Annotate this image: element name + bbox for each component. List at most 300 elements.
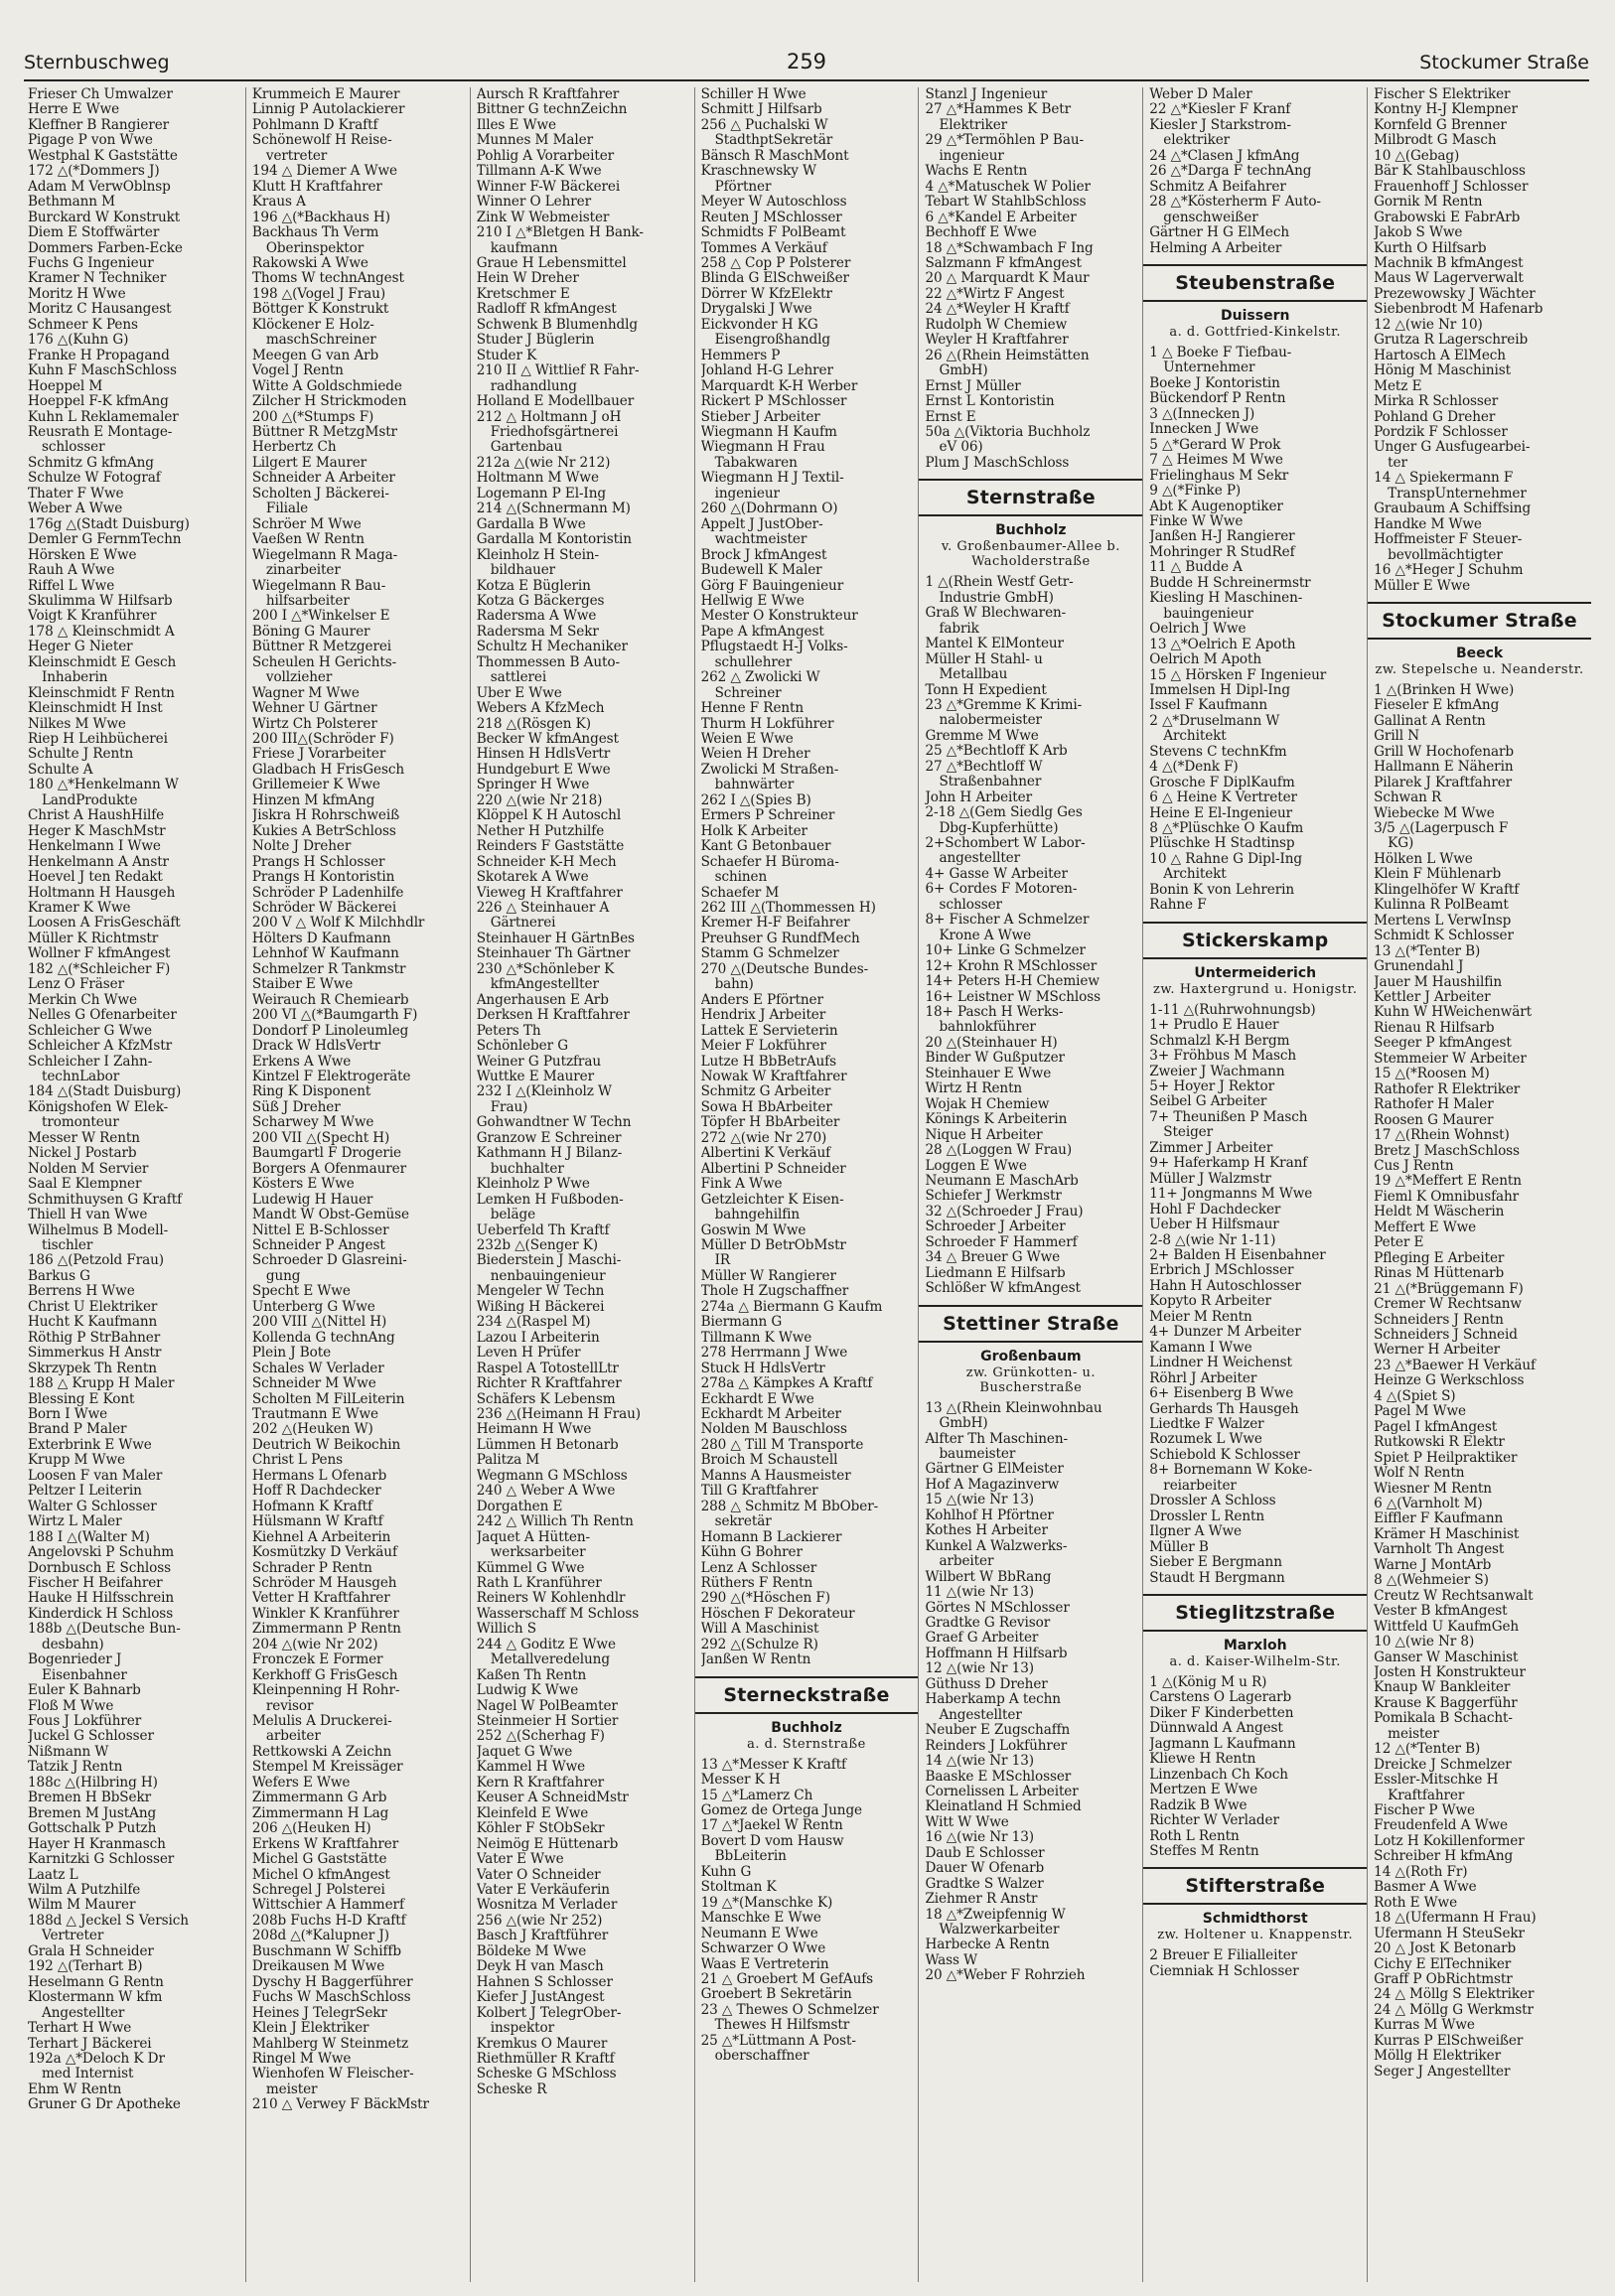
resident-entry: Kosmützky D Verkäuf xyxy=(251,1545,397,1561)
resident-entry: Pagel M Wwe xyxy=(1374,1404,1467,1420)
resident-entry: Metallbau xyxy=(939,667,1008,683)
resident-entry: Wollner F kfmAngest xyxy=(28,946,171,962)
resident-entry: desbahn) xyxy=(42,1637,104,1652)
resident-entry: Thewes H Hilfsmstr xyxy=(714,2018,850,2034)
resident-entry: Lenz A Schlosser xyxy=(700,1560,817,1576)
resident-entry: Milbrodt G Masch xyxy=(1374,133,1497,149)
resident-entry: Fischer P Wwe xyxy=(1374,1803,1475,1819)
resident-entry: Frielinghaus M Sekr xyxy=(1149,468,1289,484)
resident-entry: Hofmann K Kraftf xyxy=(251,1499,372,1514)
resident-entry: Mahlberg W Steinmetz xyxy=(251,2036,409,2052)
resident-entry: 4 △(*Denk F) xyxy=(1149,760,1239,776)
resident-entry: Maus W Lagerverwalt xyxy=(1374,271,1524,287)
resident-entry: vollzieher xyxy=(265,670,333,686)
page-number: 259 xyxy=(786,50,827,73)
resident-entry: 2-8 △(wie Nr 1-11) xyxy=(1149,1232,1276,1248)
resident-entry: Demler G FernmTechn xyxy=(28,532,182,548)
resident-entry: 1 △(Rhein Westf Getr- xyxy=(925,575,1074,591)
street-extent: zw. Stepelsche u. Neanderstr. xyxy=(1375,661,1584,677)
resident-entry: Loosen A FrisGeschäft xyxy=(28,916,181,932)
resident-entry: Burckard W Konstrukt xyxy=(28,210,181,225)
resident-entry: Kleinschmidt F Rentn xyxy=(28,685,175,701)
resident-entry: sattlerei xyxy=(490,670,547,686)
resident-entry: Prezewowsky J Wächter xyxy=(1374,286,1536,302)
resident-entry: Wiegmann H J Textil- xyxy=(700,471,844,487)
resident-entry: Roth E Wwe xyxy=(1374,1895,1458,1911)
resident-entry: Witte A Goldschmiede xyxy=(251,378,402,394)
resident-entry: Lindner H Weichenst xyxy=(1149,1356,1292,1371)
resident-entry: Filiale xyxy=(265,502,309,517)
resident-entry: Kiefer J JustAngest xyxy=(476,1990,605,2006)
resident-entry: Baaske E MSchlosser xyxy=(925,1769,1072,1785)
resident-entry: Herbertz Ch xyxy=(251,440,337,456)
resident-entry: Tabakwaren xyxy=(714,455,798,471)
district-name: Buchholz xyxy=(771,1719,842,1736)
resident-entry: Schulte J Rentn xyxy=(28,747,134,763)
directory-column xyxy=(918,87,1142,2282)
resident-entry: eV 06) xyxy=(939,440,983,456)
resident-entry: 288 △ Schmitz M BbOber- xyxy=(700,1499,879,1514)
resident-entry: Gradtke G Revisor xyxy=(925,1615,1051,1631)
resident-entry: Voigt K Kranführer xyxy=(28,609,157,625)
resident-entry: Kuhn L Reklamemaler xyxy=(28,409,179,425)
resident-entry: Pigage P von Wwe xyxy=(28,133,153,149)
resident-entry: Hülsmann W Kraftf xyxy=(251,1514,383,1530)
resident-entry: Krämer H Maschinist xyxy=(1374,1526,1520,1542)
resident-entry: Wiegmann H Kaufm xyxy=(700,424,837,440)
resident-entry: Hundgeburt E Wwe xyxy=(476,762,611,778)
resident-entry: Getzleichter K Eisen- xyxy=(700,1192,844,1208)
resident-entry: Schmitz G kfmAng xyxy=(28,455,154,471)
resident-entry: Stoltman K xyxy=(700,1880,777,1896)
resident-entry: angestellter xyxy=(939,851,1021,867)
resident-entry: genschweißer xyxy=(1163,210,1258,225)
street-extent: a. d. Kaiser-Wilhelm-Str. xyxy=(1169,1653,1341,1669)
resident-entry: 6+ Cordes F Motoren- xyxy=(925,882,1078,898)
resident-entry: Pfleging E Arbeiter xyxy=(1374,1250,1505,1266)
resident-entry: 290 △(*Höschen F) xyxy=(700,1591,830,1607)
resident-entry: Zilcher H Strickmoden xyxy=(251,394,407,410)
resident-entry: Ehm W Rentn xyxy=(28,2081,122,2097)
resident-entry: Angelovski P Schuhm xyxy=(28,1545,175,1561)
resident-entry: 11+ Jongmanns M Wwe xyxy=(1149,1187,1313,1203)
resident-entry: technLabor xyxy=(42,1070,120,1084)
resident-entry: 15 △(*Roosen M) xyxy=(1374,1067,1490,1082)
resident-entry: Weber D Maler xyxy=(1149,87,1252,102)
resident-entry: Tommes A Verkäuf xyxy=(700,240,827,256)
resident-entry: Borgers A Ofenmaurer xyxy=(251,1161,406,1177)
resident-entry: Lotz H Kokillenformer xyxy=(1374,1833,1525,1849)
resident-entry: Steinhauer Th Gärtner xyxy=(476,946,631,962)
resident-entry: Binder W Gußputzer xyxy=(925,1051,1065,1067)
resident-entry: Rüthers F Rentn xyxy=(700,1575,813,1591)
resident-entry: Klein J Elektriker xyxy=(251,2021,369,2037)
resident-entry: 8+ Fischer A Schmelzer xyxy=(925,913,1090,929)
resident-entry: bauingenieur xyxy=(1163,606,1253,622)
resident-entry: 278a △ Kämpkes A Kraftf xyxy=(700,1376,873,1392)
resident-entry: 1 △(Brinken H Wwe) xyxy=(1374,682,1515,698)
resident-entry: Thole H Zugschaffner xyxy=(700,1284,849,1300)
resident-entry: Dbg-Kupferhütte) xyxy=(939,820,1059,836)
street-extent: zw. Holtener u. Knappenstr. xyxy=(1157,1928,1354,1943)
resident-entry: Hemmers P xyxy=(700,348,781,363)
resident-entry: StadthptSekretär xyxy=(714,133,833,149)
resident-entry: Boeke J Kontoristin xyxy=(1149,375,1280,391)
resident-entry: 5+ Hoyer J Rektor xyxy=(1149,1079,1274,1095)
resident-entry: Logemann P El-Ing xyxy=(476,486,606,502)
resident-entry: 256 △(wie Nr 252) xyxy=(476,1913,603,1929)
resident-entry: Drack W HdlsVertr xyxy=(251,1039,381,1055)
resident-entry: Eiffler F Kaufmann xyxy=(1374,1511,1504,1527)
resident-entry: Scholten J Bäckerei- xyxy=(251,486,389,502)
resident-entry: Loosen F van Maler xyxy=(28,1468,163,1484)
resident-entry: Basch J Kraftführer xyxy=(476,1929,609,1944)
resident-entry: Fieml K Omnibusfahr xyxy=(1374,1189,1520,1205)
resident-entry: Walter G Schlosser xyxy=(28,1499,157,1514)
street-heading: Stickerskamp xyxy=(1143,922,1367,959)
resident-entry: Lutze H BbBetrAufs xyxy=(700,1054,836,1070)
street-heading: Stockumer Straße xyxy=(1368,602,1591,640)
resident-entry: tromonteur xyxy=(42,1115,119,1131)
resident-entry: Cornelissen L Arbeiter xyxy=(925,1784,1079,1799)
resident-entry: Pflugstaedt H-J Volks- xyxy=(700,640,848,655)
resident-entry: 6 △*Kandel E Arbeiter xyxy=(925,210,1077,225)
resident-entry: Deyk H van Masch xyxy=(476,1959,604,1975)
resident-entry: Lehnhof W Kaufmann xyxy=(251,946,399,962)
resident-entry: Radzik B Wwe xyxy=(1149,1797,1248,1813)
resident-entry: Elektriker xyxy=(939,117,1008,133)
resident-entry: Wittfeld U KaufmGeh xyxy=(1374,1619,1520,1635)
street-heading: Steubenstraße xyxy=(1143,264,1367,302)
district-name: Duissern xyxy=(1221,307,1290,324)
resident-entry: TranspUnternehmer xyxy=(1388,486,1527,502)
resident-entry: 19 △*Meffert E Rentn xyxy=(1374,1174,1522,1190)
resident-entry: Roosen G Maurer xyxy=(1374,1112,1494,1128)
resident-entry: Hallmann E Näherin xyxy=(1374,760,1514,776)
resident-entry: Radersma M Sekr xyxy=(476,624,599,640)
resident-entry: Schiebold K Schlosser xyxy=(1149,1447,1300,1463)
resident-entry: 10+ Linke G Schmelzer xyxy=(925,943,1086,959)
resident-entry: 20 △*Weber F Rohrzieh xyxy=(925,1968,1086,1984)
resident-entry: Schleicher G Wwe xyxy=(28,1023,152,1039)
resident-entry: Uber E Wwe xyxy=(476,685,562,701)
resident-entry: Plum J MaschSchloss xyxy=(925,455,1070,471)
resident-entry: hilfsarbeiter xyxy=(265,593,350,609)
resident-entry: Wosnitza M Verlader xyxy=(476,1898,618,1914)
resident-entry: 292 △(Schulze R) xyxy=(700,1637,818,1652)
resident-entry: Knaup W Bankleiter xyxy=(1374,1680,1511,1696)
resident-entry: sekretär xyxy=(714,1514,772,1530)
resident-entry: Zimmermann H Lag xyxy=(251,1805,389,1821)
resident-entry: Dreikausen M Wwe xyxy=(251,1959,385,1975)
resident-entry: Scheske G MSchloss xyxy=(476,2067,617,2082)
resident-entry: Vater E Wwe xyxy=(476,1852,564,1868)
resident-entry: Grunendahl J xyxy=(1374,959,1464,975)
resident-entry: Vater E Verkäuferin xyxy=(476,1883,610,1899)
resident-entry: Meier F Lokführer xyxy=(700,1039,826,1055)
resident-entry: 4+ Dunzer M Arbeiter xyxy=(1149,1325,1301,1341)
resident-entry: 4 △(Spiet S) xyxy=(1374,1388,1456,1404)
resident-entry: Issel F Kaufmann xyxy=(1149,698,1268,714)
resident-entry: Biederstein J Maschi- xyxy=(476,1253,622,1269)
resident-entry: Fuchs W MaschSchloss xyxy=(251,1990,411,2006)
resident-entry: maschSchreiner xyxy=(265,333,376,349)
resident-entry: 14+ Peters H-H Chemiew xyxy=(925,974,1100,990)
resident-entry: Müller B xyxy=(1149,1539,1209,1555)
resident-entry: IR xyxy=(714,1253,730,1269)
resident-entry: Oelrich J Wwe xyxy=(1149,622,1247,638)
street-heading: Sterneckstraße xyxy=(695,1676,919,1714)
resident-entry: Diker F Kinderbetten xyxy=(1149,1705,1294,1721)
resident-entry: Holtmann M Wwe xyxy=(476,471,599,487)
resident-entry: revisor xyxy=(265,1698,314,1714)
resident-entry: 9 △(*Finke P) xyxy=(1149,484,1242,500)
resident-entry: Backhaus Th Verm xyxy=(251,225,379,241)
resident-entry: Liedtke F Walzer xyxy=(1149,1416,1264,1432)
resident-entry: Kotza G Bäckerges xyxy=(476,593,605,609)
resident-entry: 206 △(Heuken H) xyxy=(251,1821,371,1837)
resident-entry: Hoeppel F-K kfmAng xyxy=(28,394,169,410)
resident-entry: Ernst J Müller xyxy=(925,378,1021,394)
resident-entry: 236 △(Heimann H Frau) xyxy=(476,1406,641,1422)
resident-entry: Kiehnel A Arbeiterin xyxy=(251,1529,391,1545)
resident-entry: Prangs H Schlosser xyxy=(251,854,385,870)
street-extent: zw. Haxtergrund u. Honigstr. xyxy=(1153,981,1358,997)
resident-entry: Neuber E Zugschaffn xyxy=(925,1723,1071,1739)
resident-entry: Kerkhoff G FrisGesch xyxy=(251,1667,398,1683)
resident-entry: Kamann I Wwe xyxy=(1149,1340,1252,1356)
resident-entry: Terhart J Bäckerei xyxy=(28,2036,152,2052)
resident-entry: bevollmächtigter xyxy=(1388,547,1503,563)
resident-entry: 230 △*Schönleber K xyxy=(476,961,615,977)
resident-entry: Eckhardt M Arbeiter xyxy=(700,1406,841,1422)
resident-entry: 194 △ Diemer A Wwe xyxy=(251,164,397,180)
resident-entry: Fronczek E Former xyxy=(251,1652,383,1668)
resident-entry: Blinda G ElSchweißer xyxy=(700,271,849,287)
resident-entry: Dünnwald A Angest xyxy=(1149,1721,1283,1737)
resident-entry: Exterbrink E Wwe xyxy=(28,1437,152,1453)
resident-entry: Varnholt Th Angest xyxy=(1374,1542,1505,1558)
resident-entry: Pape A kfmAngest xyxy=(700,624,824,640)
resident-entry: Weyler H Kraftfahrer xyxy=(925,333,1069,349)
directory-column xyxy=(1142,87,1367,2282)
resident-entry: Helming A Arbeiter xyxy=(1149,240,1282,256)
resident-entry: Pagel I kfmAngest xyxy=(1374,1419,1498,1435)
resident-entry: Böttger K Konstrukt xyxy=(251,302,389,318)
resident-entry: Springer H Wwe xyxy=(476,778,590,793)
resident-entry: Schiller H Wwe xyxy=(700,87,807,102)
resident-entry: Winkler K Kranführer xyxy=(251,1606,399,1622)
resident-entry: Biermann G xyxy=(700,1315,783,1331)
resident-entry: Zweier J Wachmann xyxy=(1149,1064,1285,1079)
resident-entry: 26 △*Darga F technAng xyxy=(1149,164,1312,180)
resident-entry: Hellwig E Wwe xyxy=(700,593,805,609)
resident-entry: 208d △(*Kalupner J) xyxy=(251,1929,389,1944)
resident-entry: Kern R Kraftfahrer xyxy=(476,1775,605,1791)
resident-entry: Scheske R xyxy=(476,2081,547,2097)
resident-entry: Franke H Propagand xyxy=(28,348,170,363)
resident-entry: Böldeke M Wwe xyxy=(476,1943,587,1959)
resident-entry: 178 △ Kleinschmidt A xyxy=(28,624,175,640)
resident-entry: Kramer N Techniker xyxy=(28,271,167,287)
resident-entry: 15 △*Lamerz Ch xyxy=(700,1788,813,1803)
resident-entry: 17 △(Rhein Wohnst) xyxy=(1374,1128,1510,1144)
resident-entry: Gerhards Th Hausgeh xyxy=(1149,1401,1299,1417)
resident-entry: 6 △ Heine K Vertreter xyxy=(1149,790,1297,806)
resident-entry: 232 I △(Kleinholz W xyxy=(476,1084,612,1100)
resident-entry: 1 △ Boeke F Tiefbau- xyxy=(1149,345,1292,360)
resident-entry: 260 △(Dohrmann O) xyxy=(700,502,838,517)
resident-entry: Weiner G Putzfrau xyxy=(476,1054,601,1070)
resident-entry: Palitza M xyxy=(476,1453,540,1469)
resident-entry: 278 Herrmann J Wwe xyxy=(700,1346,848,1362)
resident-entry: kfmAngestellter xyxy=(490,977,599,993)
resident-entry: 256 △ Puchalski W xyxy=(700,117,828,133)
resident-entry: Bechhoff E Wwe xyxy=(925,225,1037,241)
resident-entry: Meyer W Autoschloss xyxy=(700,195,847,211)
resident-entry: Ernst E xyxy=(925,409,976,425)
resident-entry: Ilgner A Wwe xyxy=(1149,1524,1242,1540)
resident-entry: Hinzen M kfmAng xyxy=(251,792,375,808)
resident-entry: Steinmeier H Sortier xyxy=(476,1714,619,1730)
resident-entry: Granzow E Schreiner xyxy=(476,1130,622,1146)
resident-entry: 18 △(Ufermann H Frau) xyxy=(1374,1911,1537,1927)
resident-entry: Wasserschaff M Schloss xyxy=(476,1606,640,1622)
resident-entry: Schmeer K Pens xyxy=(28,317,138,333)
resident-entry: 180 △*Henkelmann W xyxy=(28,778,179,793)
resident-entry: Kühn G Bohrer xyxy=(700,1545,803,1561)
resident-entry: Till G Kraftfahrer xyxy=(700,1484,818,1500)
resident-entry: Kulinna R PolBeamt xyxy=(1374,898,1509,914)
resident-entry: 5 △*Gerard W Prok xyxy=(1149,437,1281,453)
resident-entry: Holtmann H Hausgeh xyxy=(28,885,176,901)
resident-entry: 6 △(Varnholt M) xyxy=(1374,1496,1483,1511)
resident-entry: Munnes M Maler xyxy=(476,133,593,149)
resident-entry: Deutrich W Beikochin xyxy=(251,1437,401,1453)
resident-entry: 200 V △ Wolf K Milchhdlr xyxy=(251,916,425,932)
resident-entry: Anders E Pförtner xyxy=(700,992,823,1008)
resident-entry: Seibel G Arbeiter xyxy=(1149,1094,1267,1110)
resident-entry: Zwolicki M Straßen- xyxy=(700,762,839,778)
resident-entry: Müller E Wwe xyxy=(1374,578,1471,594)
resident-entry: Meegen G van Arb xyxy=(251,348,379,363)
resident-entry: Wolf N Rentn xyxy=(1374,1466,1465,1482)
resident-entry: Schwenk B Blumenhdlg xyxy=(476,317,638,333)
resident-entry: Broich M Schaustell xyxy=(700,1453,838,1469)
resident-entry: Abt K Augenoptiker xyxy=(1149,499,1283,514)
resident-entry: 4 △*Matuschek W Polier xyxy=(925,179,1091,195)
resident-entry: Siebenbrodt M Hafenarb xyxy=(1374,302,1543,318)
resident-entry: Schneider A Arbeiter xyxy=(251,471,395,487)
resident-entry: Kotza E Büglerin xyxy=(476,578,591,594)
resident-entry: oberschaffner xyxy=(714,2049,809,2065)
resident-entry: 3+ Fröhbus M Masch xyxy=(1149,1049,1297,1065)
resident-entry: Schmithuysen G Kraftf xyxy=(28,1192,183,1208)
resident-entry: nalobermeister xyxy=(939,713,1042,729)
resident-entry: radhandlung xyxy=(490,378,577,394)
resident-entry: Graef G Arbeiter xyxy=(925,1631,1039,1647)
resident-entry: Terhart H Wwe xyxy=(28,2021,132,2037)
resident-entry: Kollenda G technAng xyxy=(251,1330,395,1346)
resident-entry: 262 △ Zwolicki W xyxy=(700,670,820,686)
resident-entry: Gärtner G ElMeister xyxy=(925,1462,1064,1478)
resident-entry: 1+ Prudlo E Hauer xyxy=(1149,1018,1279,1034)
resident-entry: Schmelzer R Tankmstr xyxy=(251,961,406,977)
resident-entry: Floß M Wwe xyxy=(28,1698,114,1714)
resident-entry: Nickel J Postarb xyxy=(28,1146,137,1162)
resident-entry: 14 △(wie Nr 13) xyxy=(925,1754,1034,1770)
resident-entry: Scheulen H Gerichts- xyxy=(251,654,397,670)
resident-entry: Riep H Leihbücherei xyxy=(28,732,168,748)
resident-entry: Steinhauer E Wwe xyxy=(925,1066,1052,1081)
resident-entry: Grabowski E FabrArb xyxy=(1374,210,1521,225)
resident-entry: 270 △(Deutsche Bundes- xyxy=(700,961,869,977)
resident-entry: 12 △(wie Nr 10) xyxy=(1374,317,1483,333)
resident-entry: Weien H Dreher xyxy=(700,747,810,763)
resident-entry: Homann B Lackierer xyxy=(700,1529,842,1545)
resident-entry: 19 △*(Manschke K) xyxy=(700,1895,833,1911)
resident-entry: Inhaberin xyxy=(42,670,108,686)
resident-entry: Kurras M Wwe xyxy=(1374,2018,1475,2034)
resident-entry: Grutza R Lagerschreib xyxy=(1374,333,1529,349)
resident-entry: 32 △(Schroeder J Frau) xyxy=(925,1204,1084,1220)
resident-entry: Skotarek A Wwe xyxy=(476,870,589,886)
resident-entry: Wirtz Ch Polsterer xyxy=(251,716,377,732)
resident-entry: Hahnen S Schlosser xyxy=(476,1974,613,1990)
resident-entry: Graff P ObRichtmstr xyxy=(1374,1972,1513,1988)
resident-entry: Gardalla M Kontoristin xyxy=(476,532,632,548)
resident-entry: Grill W Hochofenarb xyxy=(1374,744,1514,760)
resident-entry: Tebart W StahlbSchloss xyxy=(925,195,1087,211)
resident-entry: wachtmeister xyxy=(714,532,808,548)
resident-entry: Schreiner xyxy=(714,685,782,701)
resident-entry: Rinas M Hüttenarb xyxy=(1374,1266,1505,1282)
street-heading: Stieglitzstraße xyxy=(1143,1594,1367,1632)
resident-entry: Jakob S Wwe xyxy=(1374,225,1463,241)
resident-entry: Peter E xyxy=(1374,1235,1424,1251)
resident-entry: Büttner R MetzgMstr xyxy=(251,424,397,440)
resident-entry: Budewell K Maler xyxy=(700,563,822,579)
resident-entry: Thommessen B Auto- xyxy=(476,654,620,670)
resident-entry: Freudenfeld A Wwe xyxy=(1374,1818,1508,1834)
resident-entry: Schneider K-H Mech xyxy=(476,854,617,870)
resident-entry: Oberinspektor xyxy=(265,240,365,256)
resident-entry: Kretschmer E xyxy=(476,286,570,302)
resident-entry: Eisengroßhandlg xyxy=(714,333,830,349)
resident-entry: Walzwerkarbeiter xyxy=(939,1923,1060,1938)
resident-entry: Janßen W Rentn xyxy=(700,1652,811,1668)
resident-entry: Basmer A Wwe xyxy=(1374,1880,1477,1896)
resident-entry: 1 △(König M u R) xyxy=(1149,1674,1267,1690)
resident-entry: 9+ Haferkamp H Kranf xyxy=(1149,1156,1308,1172)
resident-entry: Ernst L Kontoristin xyxy=(925,394,1055,410)
resident-entry: Waas E Vertreterin xyxy=(700,1956,829,1972)
resident-entry: Michel G Gaststätte xyxy=(251,1852,387,1868)
resident-entry: Lemken H Fußboden- xyxy=(476,1192,624,1208)
resident-entry: Wojak H Chemiew xyxy=(925,1096,1050,1112)
resident-entry: Schaefer M xyxy=(700,885,780,901)
resident-entry: Kopyto R Arbeiter xyxy=(1149,1294,1271,1310)
resident-entry: Merkin Ch Wwe xyxy=(28,992,137,1008)
resident-entry: 198 △(Vogel J Frau) xyxy=(251,286,386,302)
resident-entry: 274a △ Biermann G Kaufm xyxy=(700,1299,883,1315)
street-extent: v. Großenbaumer-Allee b. Wacholderstraße xyxy=(941,539,1120,570)
resident-entry: Christ L Pens xyxy=(251,1453,343,1469)
directory-column xyxy=(694,87,919,2282)
resident-entry: Pohland G Dreher xyxy=(1374,409,1496,425)
resident-entry: Müller H Stahl- u xyxy=(925,651,1043,667)
resident-entry: Nolden M Servier xyxy=(28,1161,149,1177)
